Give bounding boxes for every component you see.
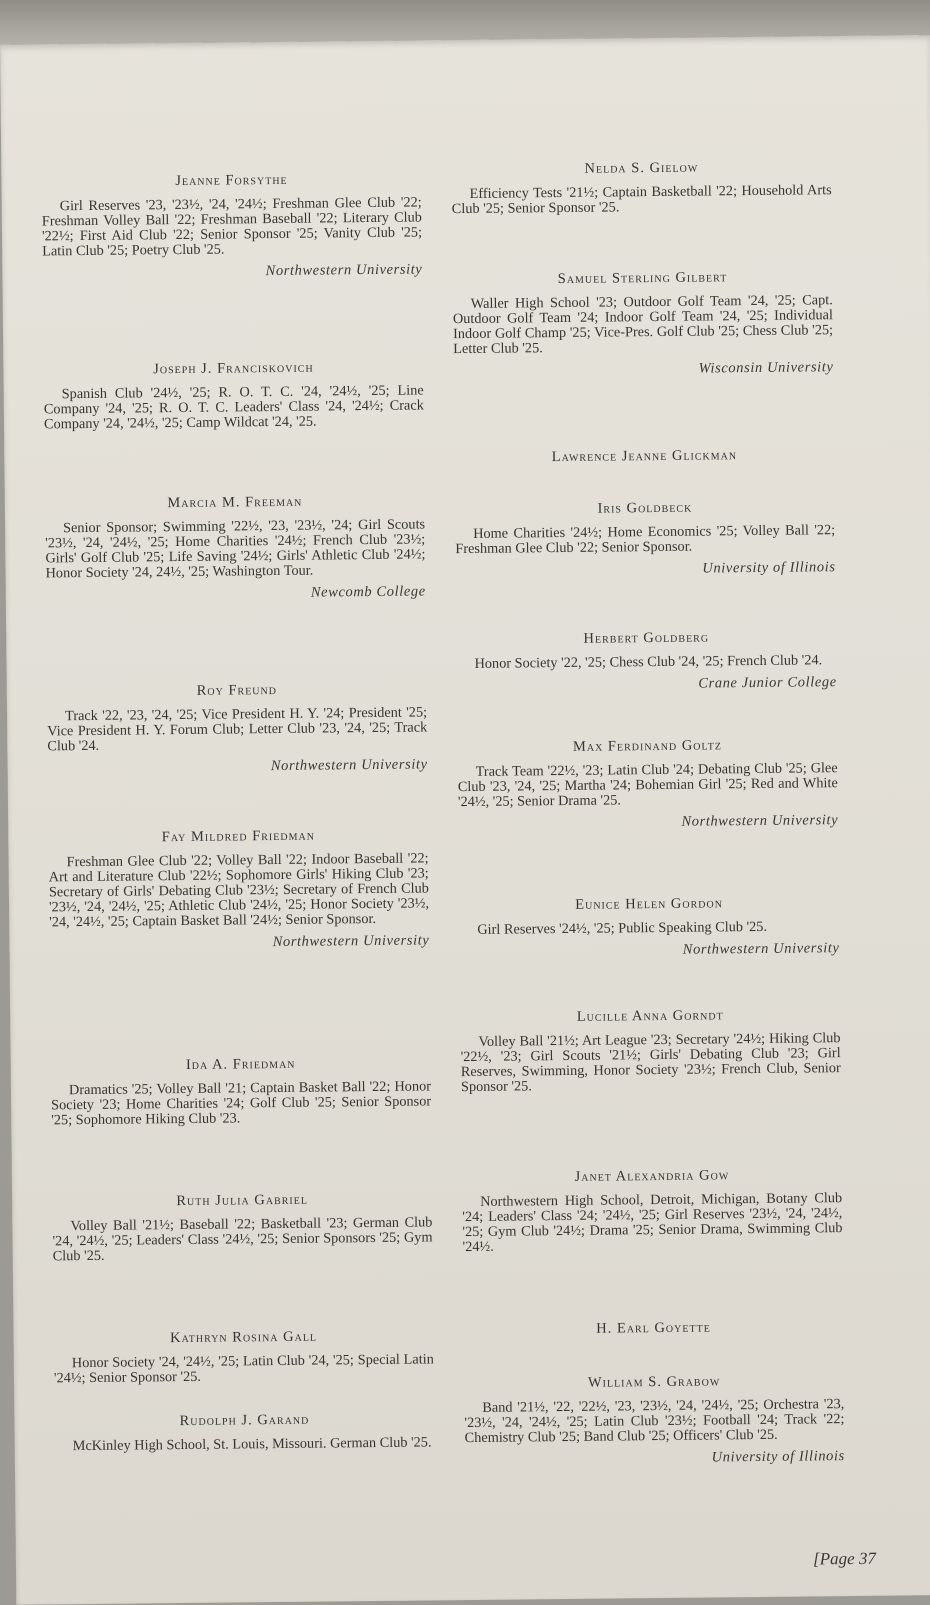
yearbook-page [0,35,930,1605]
activities-text: Volley Ball '21½; Art League '23; Secretary '24½; Hiking Club '22½, '23; Girl Scouts '21½; Girls' Debating Club '23; Girl Reserves, Swimming, Honor Society '23½; French Club, Senior Sponsor '25. [460,1030,841,1096]
senior-entry [45,492,426,604]
senior-entry [48,826,429,953]
college-name: Northwestern University [681,812,839,830]
senior-entry [54,1327,435,1386]
activities-text: Efficiency Tests '21½; Captain Basketball '22; Household Arts Club '25; Senior Sponsor '25. [451,182,832,218]
activities-text: Girl Reserves '24½, '25; Public Speaking Club '25. [477,918,768,938]
activities-text: Girl Reserves '23, '23½, '24, '24½; Freshman Glee Club '22; Freshman Volley Ball '22; Freshman Baseball '22; Literary Club '22½; First Aid Club '22; Senior Sponsor '25; Vanity Club '25; Latin Club '25; Poetry Club '25. [41,194,423,260]
student-name: Herbert Goldberg [583,629,710,647]
senior-entry [463,1318,843,1347]
activities-text: McKinley High School, St. Louis, Missouri. German Club '25. [72,1434,432,1455]
activities-text: Waller High School '23; Outdoor Golf Team '24, '25; Capt. Outdoor Golf Team '24; Indoor Golf Team '24, '25; Individual Indoor Golf Champ '25; Vice-Pres. Golf Club '25; Chess Club '25; Letter Club '25. [452,292,834,358]
senior-entry [47,680,428,777]
college-name: University of Illinois [711,1448,845,1466]
student-name: Samuel Sterling Gilbert [557,269,728,288]
college-name: University of Illinois [702,559,836,577]
student-name: Lucille Anna Gorndt [576,1007,724,1025]
student-name: Marcia M. Freeman [167,493,303,512]
senior-entry [459,894,840,961]
student-name: Roy Freund [196,682,278,699]
student-name: William S. Grabow [587,1373,721,1391]
student-name: Max Ferdinand Goltz [572,737,722,755]
senior-entry [54,1410,434,1454]
activities-text: Senior Sponsor; Swimming '22½, '23, '23½, '24; Girl Scouts '23½, '24, '24½, '25; Home Charities '24½; French Club '23½; Girls' Golf Club '25; Life Saving '24½; Girls' Athletic Club '24½; Honor Society '24, 24½, '25; Washington Tour. [45,516,426,582]
student-name: Ida A. Friedman [185,1055,296,1073]
senior-entry [451,158,832,217]
senior-entry [460,1006,841,1095]
page-number: [Page 37 [813,1548,877,1569]
senior-entry [462,1166,843,1255]
student-name: H. Earl Goyette [596,1319,711,1337]
senior-entry [455,498,836,580]
college-name: Northwestern University [265,261,423,280]
student-name: Ruth Julia Gabriel [176,1191,309,1210]
activities-text: Volley Ball '21½; Baseball '22; Basketball '23; German Club '24, '24½, '25; Leaders' Class '24½, '25; Senior Sponsors '25; Gym Club '25. [52,1214,433,1265]
student-name: Rudolph J. Garand [179,1411,310,1430]
activities-text: Spanish Club '24½, '25; R. O. T. C. '24, '24½, '25; Line Company '24, '25; R. O. T. C. Leaders' Class '24, '24½; Crack Company '24, '24½, '25; Camp Wildcat '24, '25. [43,382,424,433]
senior-entry [452,268,833,380]
student-name: Eunice Helen Gordon [575,895,723,913]
student-name: Janet Alexandria Gow [574,1167,730,1185]
senior-entry [464,1372,845,1469]
college-name: Northwestern University [272,932,430,951]
activities-text: Track '22, '23, '24, '25; Vice President H. Y. '24; President '25; Vice President H. Y. Forum Club; Letter Club '23, '24, '25; Track Club '24. [47,704,428,755]
activities-text: Honor Society '24, '24½, '25; Latin Club '24, '25; Special Latin '24½; Senior Sponsor '25. [53,1351,434,1387]
activities-text: Band '21½, '22, '22½, '23, '23½, '24, '24½, '25; Orchestra '23, '23½, '24, '24½, '25; Latin Club '23½; Football '24; Track '22; Chemistry Club '25; Band Club '25; Officers' Club '25. [464,1396,845,1447]
student-name: Nelda S. Gielow [584,159,699,177]
activities-text: Northwestern High School, Detroit, Michigan, Botany Club '24; Leaders' Class '24; '24½, '25; Girl Reserves '23½, '24, '24½, '25; Gym Club '24½; Drama '25; Senior Drama, Swimming Club '24½. [462,1190,843,1256]
student-name: Fay Mildred Friedman [161,827,315,846]
activities-text: Track Team '22½, '23; Latin Club '24; Debating Club '25; Glee Club '23, '24, '25; Martha '24; Bohemian Girl '25; Red and White '24½, '25; Senior Drama '25. [457,760,838,811]
activities-text: Freshman Glee Club '22; Volley Ball '22; Indoor Baseball '22; Art and Literature Club '22½; Sophomore Girls' Hiking Club '23; Secretary of Girls' Debating Club '23½; Secretary of French Club '23½, '24, '24½, '25; Athletic Club '24½, '25; Honor Society '23½, '24, '24½, '25; Captain Basket Ball '24½; Senior Sponsor. [48,850,430,931]
student-name: Joseph J. Franciskovich [153,359,314,378]
senior-entry [43,358,424,432]
senior-entry [457,736,838,833]
college-name: Northwestern University [270,756,428,775]
college-name: Newcomb College [310,583,426,601]
senior-entry [52,1190,433,1264]
senior-entry [454,446,834,475]
senior-entry [456,628,837,695]
student-name: Lawrence Jeanne Glickman [551,447,738,466]
student-name: Iris Goldbeck [597,499,693,517]
activities-text: Honor Society '22, '25; Chess Club '24, '25; French Club '24. [474,652,823,672]
college-name: Wisconsin University [698,359,834,377]
activities-text: Dramatics '25; Volley Ball '21; Captain Basket Ball '22; Honor Society '23; Home Charities '24; Golf Club '25; Senior Sponsor '25; Sophomore Hiking Club '23. [51,1078,432,1129]
student-name: Kathryn Rosina Gall [170,1328,318,1347]
college-name: Northwestern University [682,940,840,958]
senior-entry [41,170,422,282]
activities-text: Home Charities '24½; Home Economics '25; Volley Ball '22; Freshman Glee Club '22; Senior Sponsor. [455,522,836,558]
college-name: Crane Junior College [698,674,837,692]
senior-entry [51,1054,432,1128]
student-name: Jeanne Forsythe [175,171,288,190]
